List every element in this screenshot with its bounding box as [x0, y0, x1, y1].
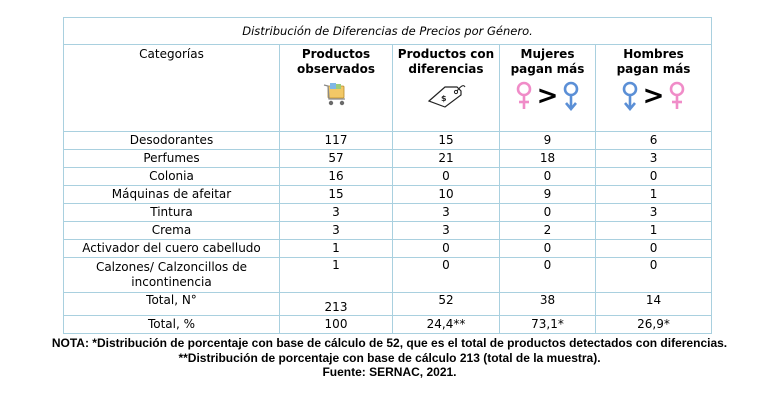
cell-observados: 1	[280, 240, 393, 258]
table-row	[64, 204, 712, 222]
row-category-line2: incontinencia	[131, 275, 212, 289]
header-hombres-line2: pagan más	[616, 62, 691, 76]
row-category: Perfumes	[64, 150, 280, 168]
cell-hombres: 1	[596, 222, 712, 240]
row-category: Colonia	[64, 168, 280, 186]
cell-mujeres: 9	[500, 186, 596, 204]
cell-observados: 3	[280, 204, 393, 222]
cell-diferencias: 0	[393, 240, 500, 258]
male-greater-than-female-icon	[596, 81, 711, 111]
header-productos-con-diferencias	[393, 45, 500, 132]
price-differences-table	[63, 17, 712, 334]
total-n-diferencias: 52	[393, 293, 500, 316]
cell-diferencias: 10	[393, 186, 500, 204]
total-n-label: Total, N°	[64, 293, 280, 316]
source-line: Fuente: SERNAC, 2021.	[322, 365, 457, 379]
note-line-2: **Distribución de porcentaje con base de cálculo 213 (total de la muestra).	[178, 350, 601, 365]
cell-mujeres: 0	[500, 168, 596, 186]
row-category: Desodorantes	[64, 132, 280, 150]
table-row	[64, 240, 712, 258]
total-n-mujeres: 38	[500, 293, 596, 316]
cell-hombres: 0	[596, 168, 712, 186]
header-mujeres-pagan-mas	[500, 45, 596, 132]
header-mujeres-line2: pagan más	[510, 62, 585, 76]
female-greater-than-male-icon	[500, 81, 595, 111]
row-category	[64, 258, 280, 293]
header-productos-con-diferencias-line1: Productos con	[397, 47, 495, 61]
row-category: Tintura	[64, 204, 280, 222]
total-pct-observados: 100	[280, 316, 393, 334]
total-pct-label: Total, %	[64, 316, 280, 334]
footnotes	[0, 336, 779, 380]
greater-than-sign: >	[642, 81, 665, 111]
header-categorias: Categorías	[64, 45, 280, 132]
cell-hombres: 3	[596, 204, 712, 222]
cell-diferencias: 0	[393, 168, 500, 186]
header-hombres-pagan-mas	[596, 45, 712, 132]
cell-mujeres: 9	[500, 132, 596, 150]
cell-hombres: 1	[596, 186, 712, 204]
cell-diferencias: 0	[393, 258, 500, 293]
female-symbol-icon	[515, 81, 533, 111]
cell-observados: 1	[280, 258, 393, 293]
total-n-row	[64, 293, 712, 316]
header-hombres-line1: Hombres	[623, 47, 684, 61]
cell-observados: 117	[280, 132, 393, 150]
cell-hombres: 0	[596, 240, 712, 258]
table-row	[64, 186, 712, 204]
total-pct-hombres: 26,9*	[596, 316, 712, 334]
row-category: Activador del cuero cabelludo	[64, 240, 280, 258]
total-pct-row	[64, 316, 712, 334]
header-mujeres-line1: Mujeres	[520, 47, 575, 61]
price-tag-symbol: $	[441, 94, 447, 103]
cell-diferencias: 21	[393, 150, 500, 168]
row-category-line1: Calzones/ Calzoncillos de	[95, 260, 248, 274]
cell-observados: 57	[280, 150, 393, 168]
table-title: Distribución de Diferencias de Precios por Género.	[64, 18, 712, 45]
header-productos-observados	[280, 45, 393, 132]
cell-mujeres: 0	[500, 204, 596, 222]
shopping-cart-icon	[321, 81, 351, 107]
female-symbol-icon	[668, 81, 686, 111]
row-category: Máquinas de afeitar	[64, 186, 280, 204]
cell-observados: 15	[280, 186, 393, 204]
cell-observados: 3	[280, 222, 393, 240]
total-pct-mujeres: 73,1*	[500, 316, 596, 334]
cell-mujeres: 0	[500, 258, 596, 293]
cell-hombres: 0	[596, 258, 712, 293]
total-n-observados: 213	[280, 293, 393, 316]
total-pct-diferencias: 24,4**	[393, 316, 500, 334]
price-tag-icon	[425, 81, 467, 109]
table-row	[64, 150, 712, 168]
table-row	[64, 168, 712, 186]
total-n-hombres: 14	[596, 293, 712, 316]
cell-mujeres: 18	[500, 150, 596, 168]
cell-observados: 16	[280, 168, 393, 186]
header-productos-con-diferencias-line2: diferencias	[408, 62, 484, 76]
cell-mujeres: 0	[500, 240, 596, 258]
cell-hombres: 3	[596, 150, 712, 168]
table-row	[64, 222, 712, 240]
greater-than-sign: >	[536, 81, 559, 111]
header-productos-observados-line2: observados	[297, 62, 375, 76]
male-symbol-icon	[562, 81, 580, 111]
cell-diferencias: 3	[393, 204, 500, 222]
header-productos-observados-line1: Productos	[301, 47, 371, 61]
cell-hombres: 6	[596, 132, 712, 150]
cell-mujeres: 2	[500, 222, 596, 240]
row-category: Crema	[64, 222, 280, 240]
male-symbol-icon	[621, 81, 639, 111]
cell-diferencias: 3	[393, 222, 500, 240]
note-line-1: NOTA: *Distribución de porcentaje con base de cálculo de 52, que es el total de productos detectados con diferencias.	[51, 336, 728, 350]
table-row	[64, 132, 712, 150]
cell-diferencias: 15	[393, 132, 500, 150]
table-row	[64, 258, 712, 293]
